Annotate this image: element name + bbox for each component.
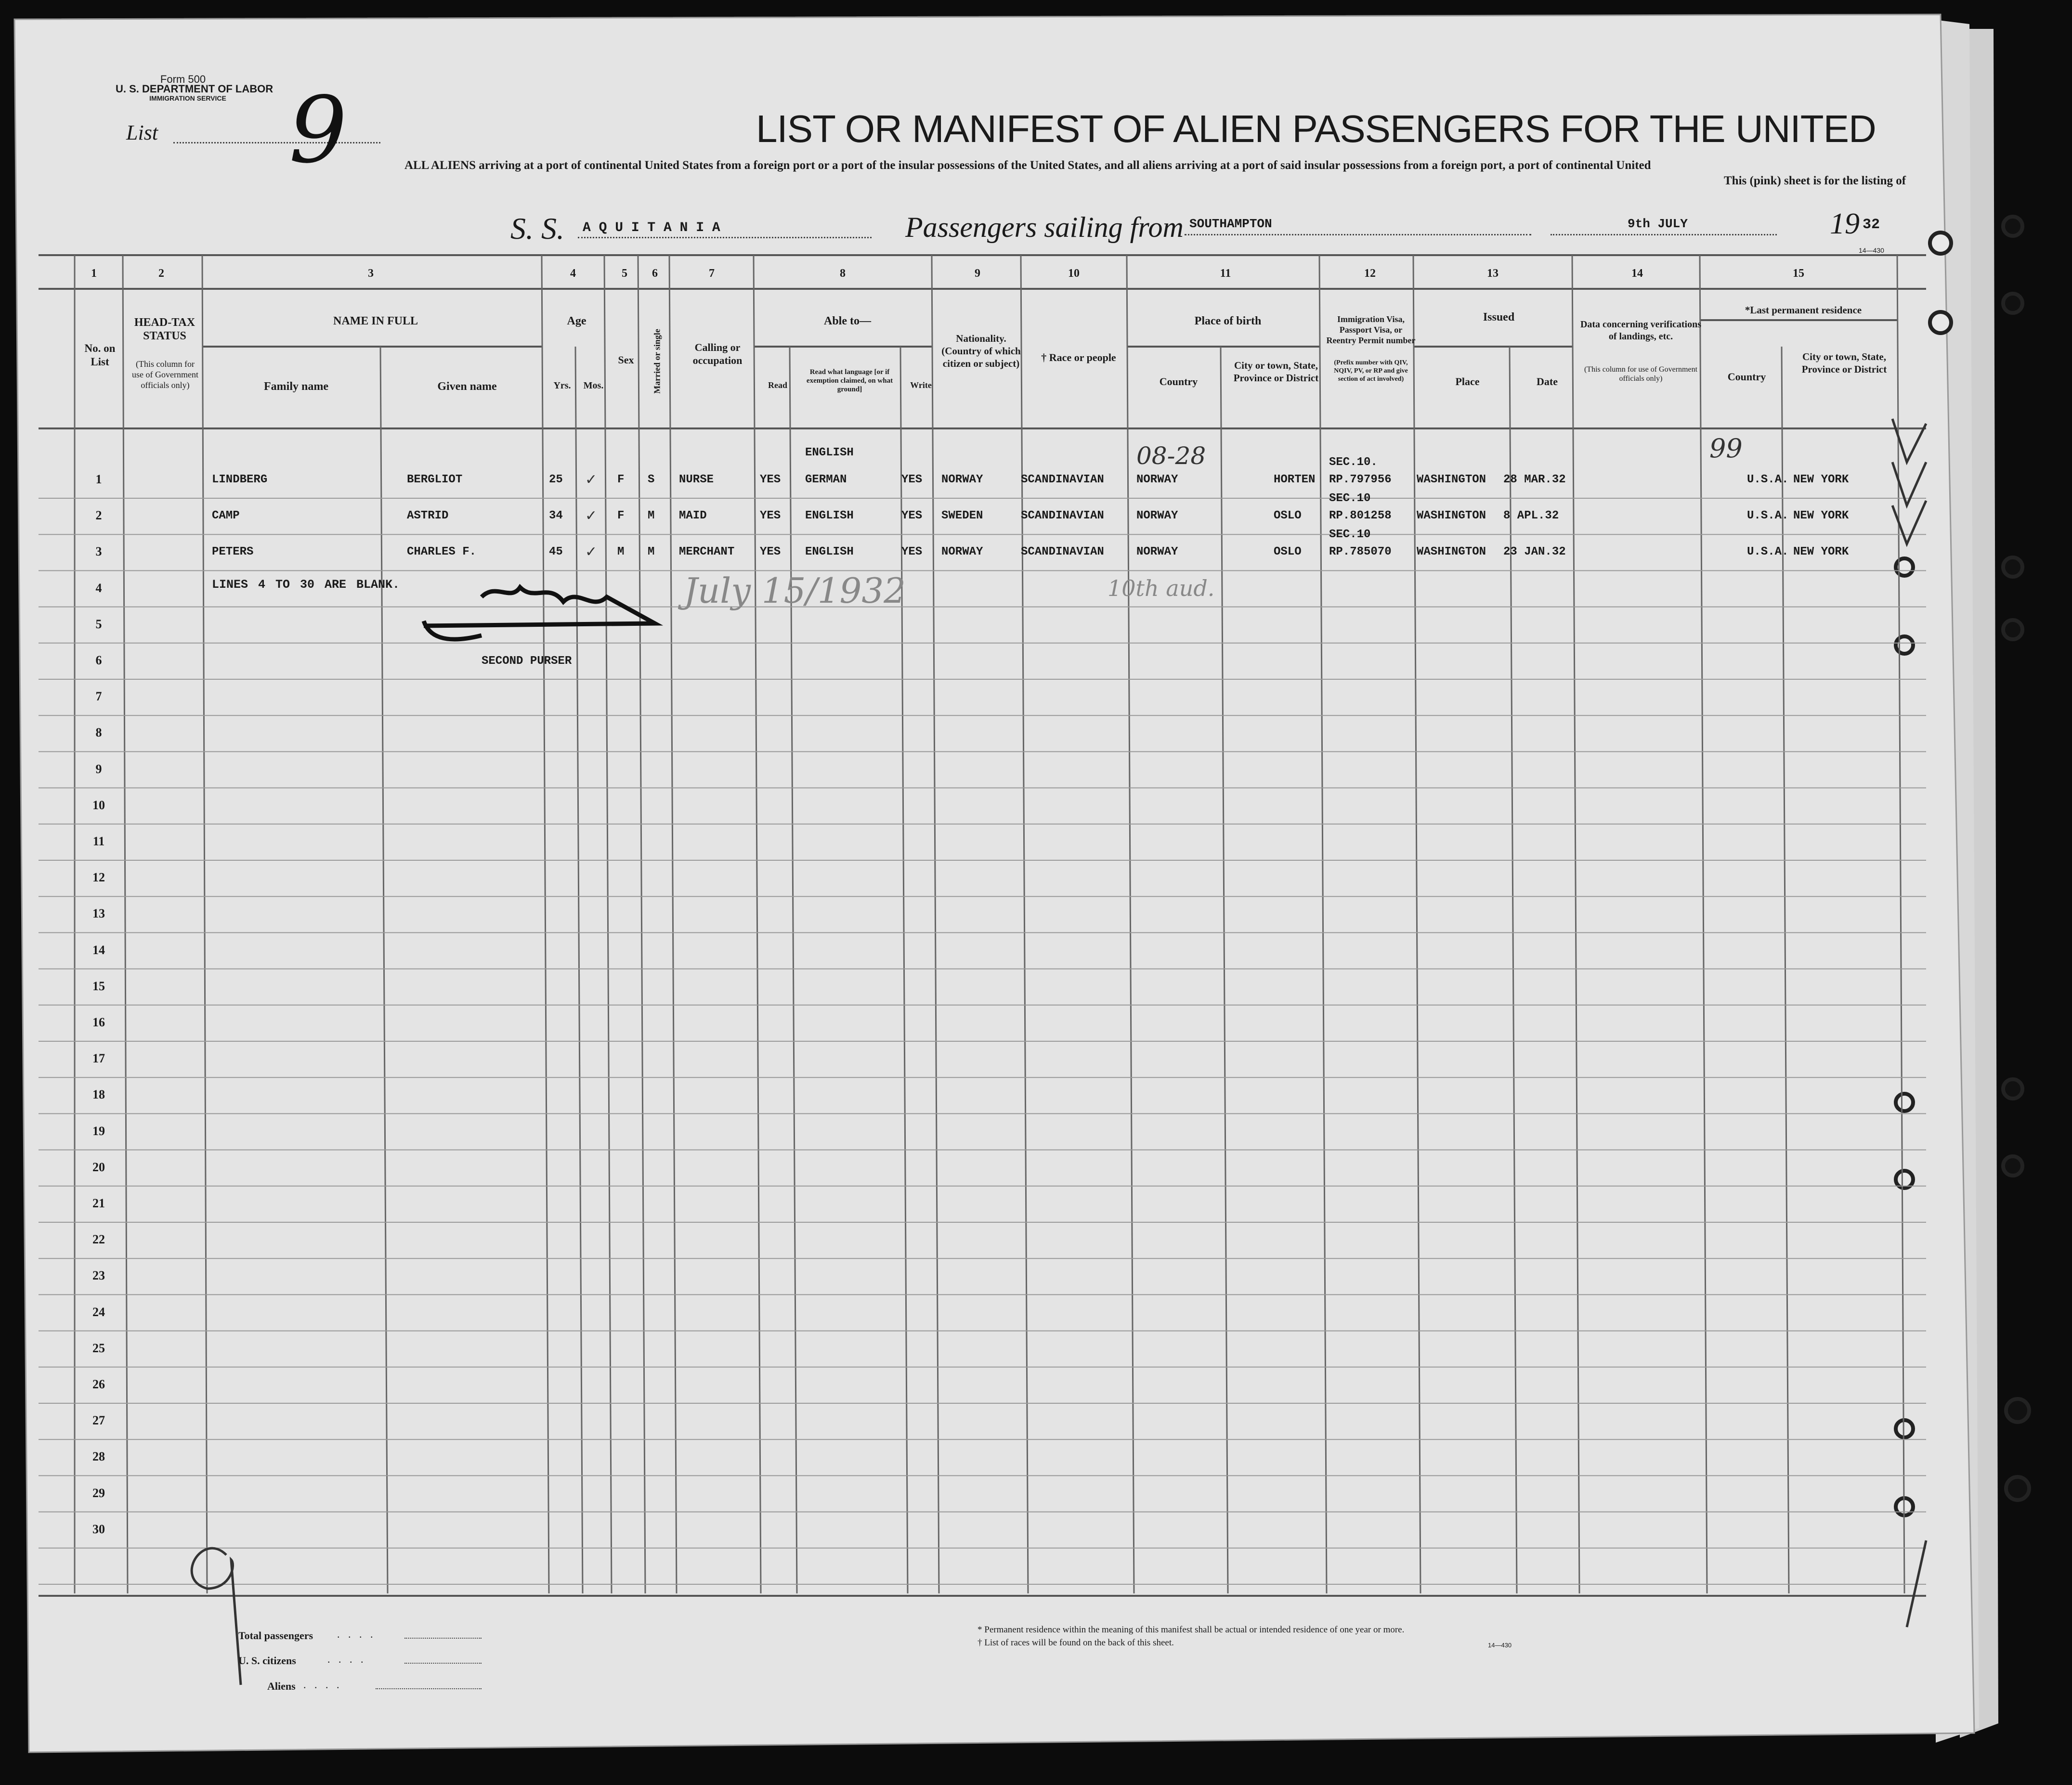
- visa-section-cell: SEC.10: [1329, 528, 1371, 542]
- language-cell: ENGLISH: [805, 509, 854, 523]
- row-number: 22: [92, 1232, 105, 1247]
- second-purser: SECOND PURSER: [482, 655, 572, 668]
- check-mark-icon: ✓: [585, 508, 598, 524]
- occupation-cell: NURSE: [679, 473, 714, 486]
- row-number: 25: [92, 1341, 105, 1355]
- date-line: [1551, 234, 1777, 235]
- sex-cell: F: [617, 473, 625, 486]
- row-number: 10: [92, 798, 105, 812]
- column-number: 4: [570, 267, 576, 280]
- form-number: Form 500: [160, 73, 206, 85]
- birth-country-cell: NORWAY: [1136, 473, 1178, 486]
- row-number: 23: [92, 1268, 105, 1283]
- row-number: 27: [92, 1413, 105, 1428]
- res-country-cell: U.S.A.: [1747, 545, 1789, 559]
- row-number: 12: [92, 870, 105, 885]
- row-number: 18: [92, 1087, 105, 1102]
- language-cell: ENGLISH: [805, 545, 854, 559]
- row-number: 30: [92, 1522, 105, 1536]
- row-number: 7: [95, 689, 102, 704]
- res-country-cell: U.S.A.: [1747, 509, 1789, 523]
- row-number: 5: [95, 617, 102, 631]
- visa-number-cell: RP.801258: [1329, 509, 1392, 523]
- us-citizens-label: U. S. citizens: [238, 1655, 296, 1667]
- visa-number-cell: RP.797956: [1329, 473, 1392, 486]
- row-number: 2: [95, 508, 102, 523]
- total-line: [404, 1638, 482, 1639]
- write-cell: YES: [901, 473, 923, 486]
- header-no-on-list: No. on List: [84, 342, 116, 368]
- row-number: 28: [92, 1449, 105, 1464]
- nationality-cell: NORWAY: [941, 545, 983, 559]
- header-residence: *Last permanent residence: [1745, 304, 1862, 316]
- header-place-of-birth: Place of birth: [1194, 315, 1262, 327]
- res-city-cell: NEW YORK: [1793, 545, 1849, 559]
- header-head-tax-note: (This column for use of Government officials only): [132, 359, 198, 390]
- header-res-country: Country: [1727, 371, 1766, 383]
- age-cell: 45: [549, 545, 563, 559]
- footnote-code: 14—430: [1488, 1642, 1512, 1649]
- header-write: Write: [910, 380, 932, 390]
- row-number: 29: [92, 1486, 105, 1500]
- row-number: 24: [92, 1305, 105, 1319]
- row-number: 8: [95, 725, 102, 740]
- family-name-cell: CAMP: [212, 509, 240, 523]
- column-number: 2: [158, 267, 164, 280]
- ss-label: S. S.: [510, 211, 564, 246]
- header-issued-place: Place: [1455, 375, 1480, 388]
- header-family-name: Family name: [264, 380, 328, 393]
- page-title: LIST OR MANIFEST OF ALIEN PASSENGERS FOR THE UNITED: [756, 107, 1876, 150]
- visa-section-cell: SEC.10.: [1329, 456, 1378, 469]
- family-name-cell: PETERS: [212, 545, 254, 559]
- departure-port: SOUTHAMPTON: [1189, 217, 1272, 231]
- column-number: 15: [1793, 267, 1804, 280]
- column-number: 13: [1487, 267, 1499, 280]
- visa-number-cell: RP.785070: [1329, 545, 1392, 559]
- header-read-language: Read what language [or if exemption claimed, on what ground]: [806, 368, 893, 393]
- birth-country-cell: NORWAY: [1136, 509, 1178, 523]
- header-birth-city: City or town, State, Province or District: [1233, 360, 1319, 384]
- read-cell: YES: [760, 509, 781, 523]
- year-suffix: 32: [1863, 217, 1880, 233]
- race-cell: SCANDINAVIAN: [1021, 473, 1104, 486]
- marital-cell: M: [648, 545, 655, 559]
- issued-date-cell: 28 MAR.32: [1503, 473, 1566, 486]
- row-number: 13: [92, 906, 105, 921]
- birth-city-cell: OSLO: [1274, 509, 1302, 523]
- issued-date-cell: 8 APL.32: [1503, 509, 1559, 523]
- year-prefix: 19: [1830, 207, 1860, 240]
- header-visa-note: (Prefix number with QIV, NQIV, PV, or RP and give section of act involved): [1334, 359, 1408, 383]
- read-cell: YES: [760, 473, 781, 486]
- header-name-in-full: NAME IN FULL: [333, 315, 418, 327]
- header-mos: Mos.: [583, 380, 604, 391]
- inspection-date: July 15/1932: [684, 570, 906, 611]
- column-number: 14: [1631, 267, 1643, 280]
- sex-cell: M: [617, 545, 625, 559]
- issued-place-cell: WASHINGTON: [1417, 545, 1486, 559]
- column-number: 1: [91, 267, 97, 280]
- column-number: 11: [1220, 267, 1231, 280]
- header-age: Age: [567, 315, 586, 327]
- sex-cell: F: [617, 509, 625, 523]
- header-issued: Issued: [1483, 311, 1515, 323]
- list-number: 9: [289, 77, 347, 183]
- total-dots: . . . .: [337, 1628, 376, 1640]
- departure-date: 9th JULY: [1628, 217, 1688, 231]
- citizens-dots: . . . .: [327, 1653, 366, 1665]
- birth-city-cell: HORTEN: [1274, 473, 1316, 486]
- code-99: 99: [1709, 433, 1743, 464]
- language-above-cell: ENGLISH: [805, 446, 854, 459]
- row-number: 1: [95, 472, 102, 486]
- header-verification: Data concerning verifications of landings, etc.: [1580, 319, 1702, 342]
- list-line: [173, 142, 380, 143]
- row-number: 15: [92, 979, 105, 993]
- column-number: 5: [622, 267, 627, 280]
- header-yrs: Yrs.: [553, 380, 571, 391]
- port-line: [1185, 234, 1531, 235]
- occupation-cell: MAID: [679, 509, 707, 523]
- visa-section-cell: SEC.10: [1329, 492, 1371, 505]
- service: IMMIGRATION SERVICE: [149, 94, 226, 102]
- res-country-cell: U.S.A.: [1747, 473, 1789, 486]
- marital-cell: S: [648, 473, 655, 486]
- given-name-cell: ASTRID: [407, 509, 449, 523]
- row-number: 14: [92, 943, 105, 957]
- row-number: 16: [92, 1015, 105, 1029]
- language-cell: GERMAN: [805, 473, 847, 486]
- header-head-tax: HEAD-TAX STATUS: [134, 316, 195, 342]
- column-number: 6: [652, 267, 658, 280]
- department: U. S. DEPARTMENT OF LABOR: [116, 83, 274, 95]
- given-name-cell: CHARLES F.: [407, 545, 477, 559]
- res-city-cell: NEW YORK: [1793, 473, 1849, 486]
- row-number: 4: [95, 581, 102, 595]
- race-cell: SCANDINAVIAN: [1021, 545, 1104, 559]
- row-number: 20: [92, 1160, 105, 1174]
- header-res-city: City or town, State, Province or District: [1801, 351, 1887, 375]
- column-number: 3: [368, 267, 374, 280]
- issued-date-cell: 23 JAN.32: [1503, 545, 1566, 559]
- row-number: 19: [92, 1124, 105, 1138]
- header-calling: Calling or occupation: [692, 341, 743, 366]
- total-passengers-label: Total passengers: [238, 1630, 313, 1642]
- row-number: 17: [92, 1051, 105, 1066]
- read-cell: YES: [760, 545, 781, 559]
- footnote-residence: * Permanent residence within the meaning of this manifest shall be actual or intended residence of one year or more.: [977, 1625, 1405, 1635]
- column-number: 12: [1364, 267, 1376, 280]
- row-number: 11: [92, 834, 105, 848]
- header-sex: Sex: [618, 354, 634, 366]
- row-number: 3: [95, 544, 102, 559]
- birth-note: 08-28: [1136, 442, 1206, 470]
- list-label: List: [126, 121, 158, 144]
- header-married: Married or single: [652, 329, 662, 394]
- birth-city-cell: OSLO: [1274, 545, 1302, 559]
- header-verification-note: (This column for use of Government officials only): [1584, 365, 1698, 383]
- aliens-label: Aliens: [267, 1680, 296, 1692]
- res-city-cell: NEW YORK: [1793, 509, 1849, 523]
- header-birth-country: Country: [1159, 375, 1198, 388]
- blank-lines-note: LINES 4 TO 30 ARE BLANK.: [212, 578, 400, 592]
- write-cell: YES: [901, 545, 923, 559]
- row-number: 6: [95, 653, 102, 667]
- intro-line-2: This (pink) sheet is for the listing of: [1724, 174, 1906, 187]
- row-number: 9: [95, 762, 102, 776]
- marital-cell: M: [648, 509, 655, 523]
- header-issued-date: Date: [1537, 375, 1558, 388]
- inspector-note: 10th aud.: [1108, 575, 1215, 601]
- header-read: Read: [768, 380, 787, 390]
- nationality-cell: SWEDEN: [941, 509, 983, 523]
- form-code: 14—430: [1859, 246, 1884, 254]
- ship-name: A Q U I T A N I A: [583, 220, 720, 235]
- column-number: 9: [975, 267, 980, 280]
- check-mark-icon: ✓: [585, 472, 598, 488]
- aliens-dots: . . . .: [303, 1679, 342, 1691]
- footnote-races: † List of races will be found on the back of this sheet.: [977, 1638, 1174, 1648]
- birth-country-cell: NORWAY: [1136, 545, 1178, 559]
- header-visa: Immigration Visa, Passport Visa, or Reentry Permit number: [1326, 314, 1416, 345]
- check-mark-icon: ✓: [585, 544, 598, 560]
- aliens-line: [376, 1688, 482, 1689]
- column-number: 10: [1068, 267, 1080, 280]
- row-number: 26: [92, 1377, 105, 1391]
- row-number: 21: [92, 1196, 105, 1210]
- intro-line-1: ALL ALIENS arriving at a port of continental United States from a foreign port or a port of the insular possessions of the United States, and all aliens arriving at a port of said insular possessions from a foreign port, a port of continental United: [404, 159, 1651, 172]
- header-able-to: Able to—: [824, 315, 871, 327]
- ship-line: [578, 237, 872, 238]
- citizens-line: [404, 1663, 482, 1664]
- header-nationality: Nationality. (Country of which citizen or subject): [941, 333, 1021, 369]
- write-cell: YES: [901, 509, 923, 523]
- header-given-name: Given name: [437, 380, 497, 393]
- column-number: 7: [709, 267, 715, 280]
- family-name-cell: LINDBERG: [212, 473, 268, 486]
- issued-place-cell: WASHINGTON: [1417, 509, 1486, 523]
- age-cell: 34: [549, 509, 563, 523]
- occupation-cell: MERCHANT: [679, 545, 735, 559]
- race-cell: SCANDINAVIAN: [1021, 509, 1104, 523]
- nationality-cell: NORWAY: [941, 473, 983, 486]
- header-race: † Race or people: [1041, 351, 1116, 363]
- age-cell: 25: [549, 473, 563, 486]
- column-number: 8: [840, 267, 846, 280]
- issued-place-cell: WASHINGTON: [1417, 473, 1486, 486]
- given-name-cell: BERGLIOT: [407, 473, 463, 486]
- sailing-label: Passengers sailing from: [905, 211, 1184, 243]
